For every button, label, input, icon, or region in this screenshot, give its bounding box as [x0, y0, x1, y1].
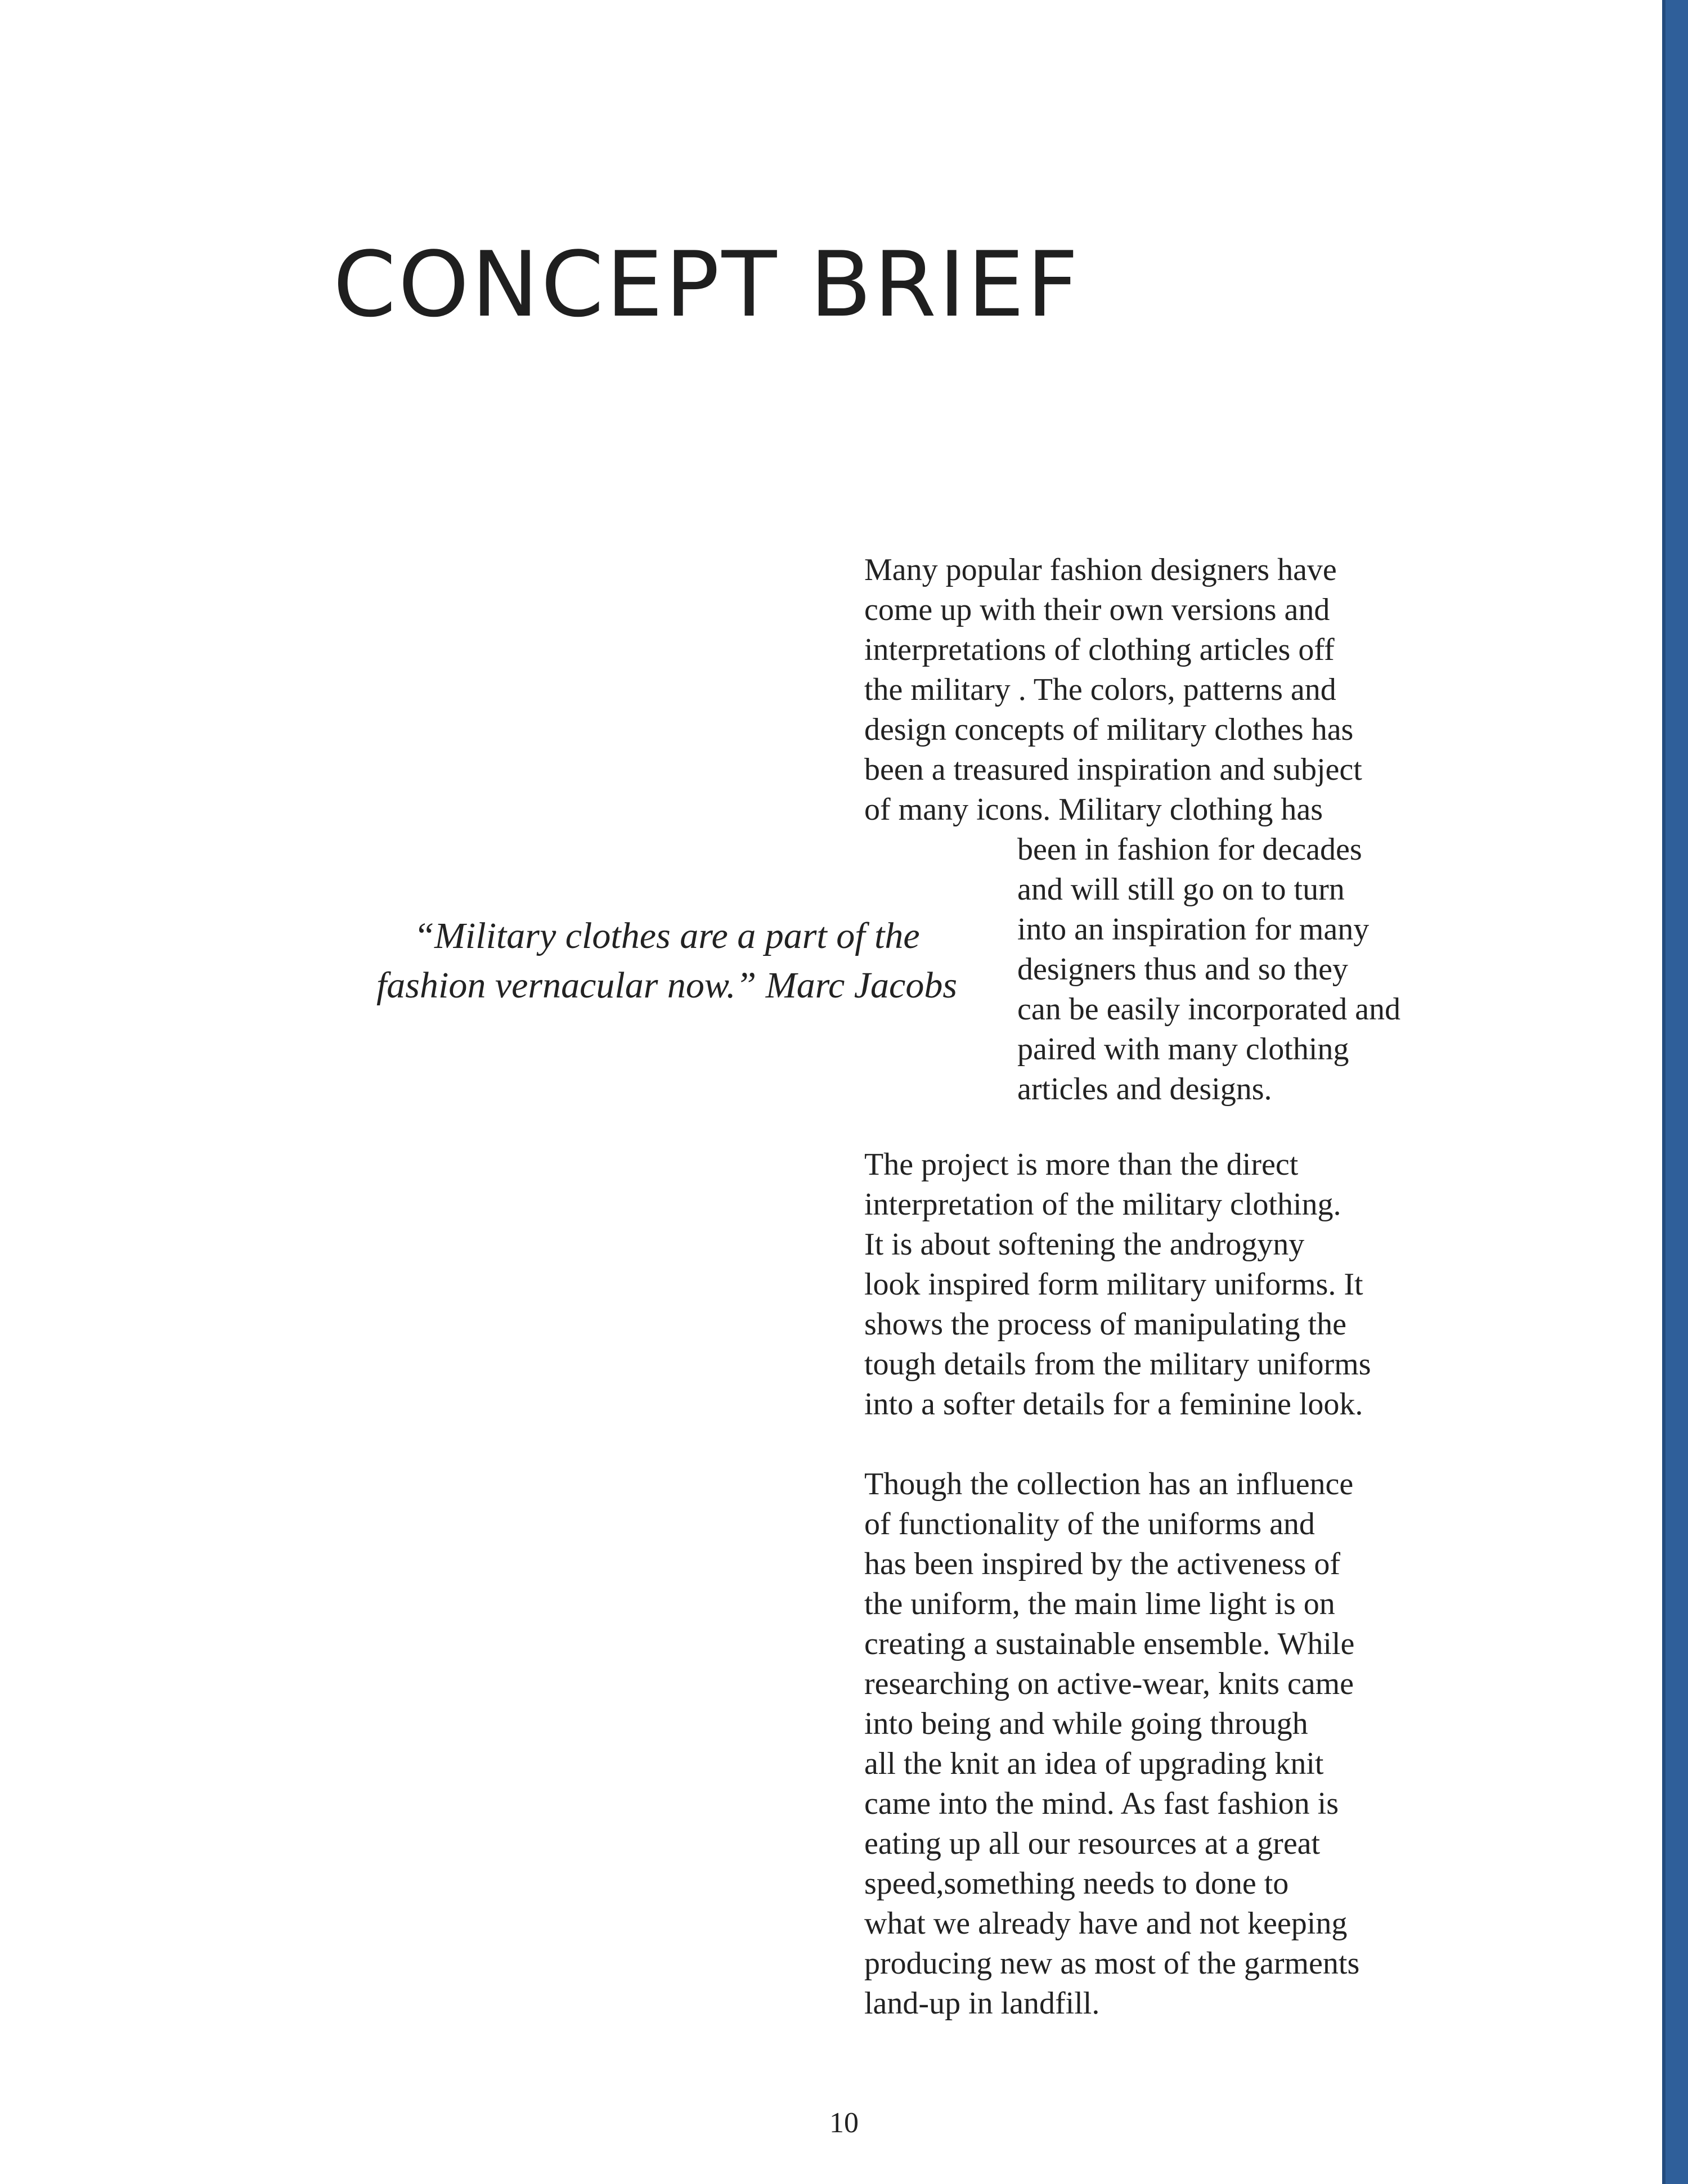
- paragraph-line: researching on active-wear, knits came: [864, 1666, 1354, 1701]
- paragraph-line: creating a sustainable ensemble. While: [864, 1626, 1355, 1661]
- paragraph-line: what we already have and not keeping: [864, 1906, 1348, 1941]
- paragraph-line: into a softer details for a feminine look.: [864, 1387, 1363, 1422]
- paragraph-line: producing new as most of the garments: [864, 1946, 1360, 1981]
- paragraph-line: Many popular fashion designers have: [864, 552, 1337, 587]
- pull-quote: [338, 911, 996, 1010]
- paragraph-line: the uniform, the main lime light is on: [864, 1587, 1335, 1621]
- paragraph-line: look inspired form military uniforms. It: [864, 1267, 1363, 1302]
- paragraph-line: tough details from the military uniforms: [864, 1347, 1371, 1382]
- paragraph-line: articles and designs.: [1017, 1072, 1272, 1107]
- paragraph-3: [864, 1464, 1359, 2024]
- pull-quote-line: fashion vernacular now.” Marc Jacobs: [376, 965, 958, 1006]
- paragraph-line: paired with many clothing: [1017, 1032, 1349, 1067]
- paragraph-line: speed,something needs to done to: [864, 1866, 1289, 1901]
- paragraph-line: into an inspiration for many: [1017, 912, 1370, 947]
- page-edge-color-band-shade: [1662, 0, 1665, 2184]
- paragraph-line: into being and while going through: [864, 1706, 1308, 1741]
- paragraph-line: designers thus and so they: [1017, 952, 1348, 987]
- pull-quote-line: “Military clothes are a part of the: [414, 915, 920, 956]
- paragraph-line: design concepts of military clothes has: [864, 712, 1354, 747]
- paragraph-line: The project is more than the direct: [864, 1147, 1299, 1182]
- page-title: CONCEPT BRIEF: [333, 232, 1081, 337]
- paragraph-1: [864, 550, 1362, 830]
- paragraph-line: has been inspired by the activeness of: [864, 1547, 1340, 1581]
- paragraph-line: the military . The colors, patterns and: [864, 672, 1336, 707]
- paragraph-line: Though the collection has an influence: [864, 1467, 1354, 1502]
- page-edge-color-band: [1662, 0, 1688, 2184]
- paragraph-line: interpretations of clothing articles off: [864, 632, 1335, 667]
- paragraph-line: eating up all our resources at a great: [864, 1826, 1321, 1861]
- paragraph-line: and will still go on to turn: [1017, 872, 1345, 907]
- paragraph-line: of many icons. Military clothing has: [864, 792, 1323, 827]
- paragraph-line: of functionality of the uniforms and: [864, 1507, 1315, 1542]
- paragraph-line: can be easily incorporated and: [1017, 992, 1401, 1027]
- paragraph-2: [864, 1145, 1371, 1424]
- paragraph-line: shows the process of manipulating the: [864, 1307, 1346, 1342]
- paragraph-1-continued: [1017, 830, 1400, 1109]
- paragraph-line: It is about softening the androgyny: [864, 1227, 1305, 1262]
- paragraph-line: came into the mind. As fast fashion is: [864, 1786, 1339, 1821]
- paragraph-line: been in fashion for decades: [1017, 832, 1362, 867]
- paragraph-line: land-up in landfill.: [864, 1986, 1100, 2021]
- paragraph-line: been a treasured inspiration and subject: [864, 752, 1362, 787]
- page-number: 10: [829, 2107, 859, 2139]
- paragraph-line: all the knit an idea of upgrading knit: [864, 1746, 1324, 1781]
- paragraph-line: come up with their own versions and: [864, 592, 1330, 627]
- paragraph-line: interpretation of the military clothing.: [864, 1187, 1341, 1222]
